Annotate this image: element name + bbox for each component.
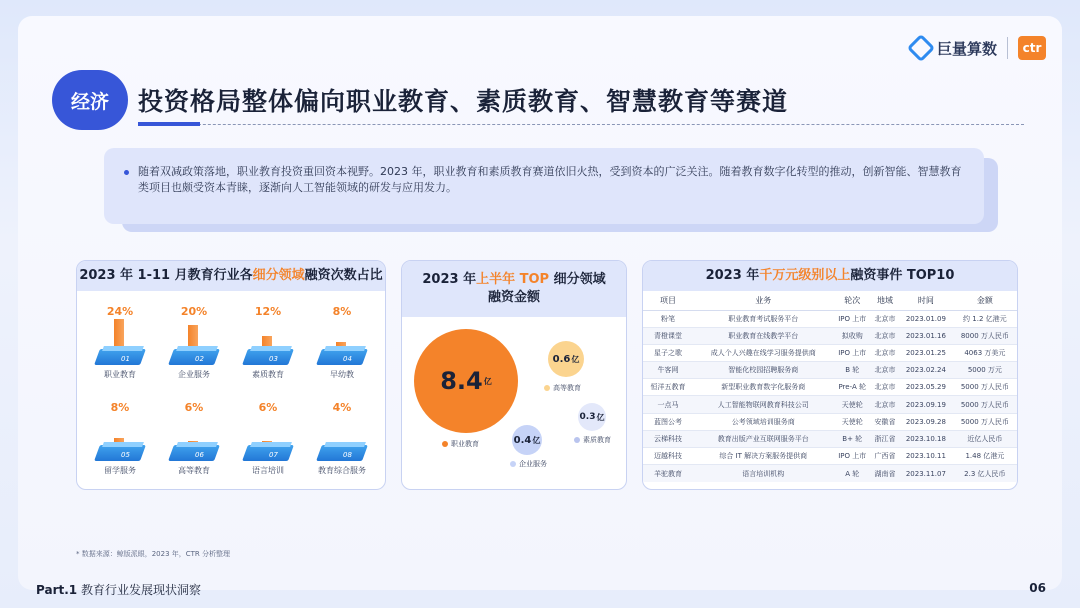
table-cell: 2023.09.28 xyxy=(899,413,953,430)
book-graphic xyxy=(233,415,303,461)
bubble-legend xyxy=(574,435,611,445)
title-part: 2023 年 1-11 月教育行业各 xyxy=(79,268,253,283)
table-header-row xyxy=(643,291,1017,310)
legend-label: 企业服务 xyxy=(519,460,547,468)
book-label: 早幼教 xyxy=(330,370,354,379)
bubble-legend xyxy=(510,459,547,469)
table-cell: 拟收购 xyxy=(833,327,871,344)
book-icon xyxy=(94,445,146,461)
title-part: 融资事件 TOP10 xyxy=(850,268,955,283)
table-cell: 一点马 xyxy=(643,396,693,413)
book-icon xyxy=(242,349,294,365)
book-top xyxy=(102,442,144,447)
table-cell: 语言培训机构 xyxy=(693,465,833,482)
bubble-素质教育 xyxy=(578,403,606,431)
book-icon xyxy=(242,445,294,461)
table-cell: 成人个人兴趣在线学习服务提供商 xyxy=(693,344,833,361)
table-cell: 恒洋五教育 xyxy=(643,379,693,396)
table-cell: 5000 万人民币 xyxy=(953,396,1017,413)
table-cell: A 轮 xyxy=(833,465,871,482)
table-row xyxy=(643,448,1017,465)
table-cell: 2023.09.19 xyxy=(899,396,953,413)
title-highlight: 细分领域 xyxy=(252,268,305,283)
table-cell: 云梯科技 xyxy=(643,430,693,447)
title-highlight: 上半年 TOP xyxy=(476,272,550,287)
book-label: 教育综合服务 xyxy=(318,466,366,475)
footer-section xyxy=(36,581,201,598)
bubble-value: 0.4 xyxy=(513,434,532,446)
footer-part: Part.1 xyxy=(36,583,78,597)
title-part: 融资次数占比 xyxy=(304,268,383,283)
book-graphic xyxy=(159,415,229,461)
table-body xyxy=(643,310,1017,482)
title-accent xyxy=(138,122,200,126)
bubble-value: 8.4 xyxy=(440,367,483,395)
intro-text: 随着双减政策落地，职业教育投资重回资本视野。2023 年，职业教育和素质教育赛道依旧火热，受到资本的广泛关注。随着教育数字化转型的推动，创新智能、智慧教育类项目也颇受资本青睐，逐渐向人工智能领域的研发与应用发力。 xyxy=(104,148,984,224)
book-label: 高等教育 xyxy=(178,466,210,475)
book-pct: 24% xyxy=(106,305,134,318)
funding-share-card xyxy=(76,260,386,490)
bubble-chart xyxy=(402,317,626,490)
book-icons xyxy=(77,291,385,490)
book-icon xyxy=(316,349,368,365)
book-graphic xyxy=(307,319,377,365)
table-cell: IPO 上市 xyxy=(833,344,871,361)
table-cell: 2023.10.18 xyxy=(899,430,953,447)
table-cell: 近亿人民币 xyxy=(953,430,1017,447)
table-cell: 广西省 xyxy=(871,448,899,465)
table-cell: 1.48 亿港元 xyxy=(953,448,1017,465)
book-item xyxy=(307,305,377,380)
book-icon xyxy=(168,349,220,365)
table-cell: 湖南省 xyxy=(871,465,899,482)
table-cell: 羊驼教育 xyxy=(643,465,693,482)
table-cell: 粉笔 xyxy=(643,310,693,327)
table-row xyxy=(643,379,1017,396)
book-top xyxy=(250,442,292,447)
title-part: 2023 年 xyxy=(705,268,760,283)
table-cell: 2023.10.11 xyxy=(899,448,953,465)
table-cell: 2023.01.09 xyxy=(899,310,953,327)
book-label: 素质教育 xyxy=(252,370,284,379)
table-cell: IPO 上市 xyxy=(833,310,871,327)
book-pct: 4% xyxy=(332,401,352,414)
legend-label: 高等教育 xyxy=(553,384,581,392)
bubble-unit: 亿 xyxy=(483,376,492,386)
table-cell: 4063 万美元 xyxy=(953,344,1017,361)
table-cell: 牛客网 xyxy=(643,362,693,379)
table-cell: 北京市 xyxy=(871,396,899,413)
book-item xyxy=(307,401,377,476)
legend-label: 素质教育 xyxy=(583,436,611,444)
table-cell: B+ 轮 xyxy=(833,430,871,447)
bubble-unit: 亿 xyxy=(596,412,605,422)
table-cell: 青橙课堂 xyxy=(643,327,693,344)
column-header: 项目 xyxy=(643,291,693,310)
book-top xyxy=(324,346,366,351)
funding-table xyxy=(643,291,1017,482)
legend-label: 职业教育 xyxy=(451,440,479,448)
table-cell: IPO 上市 xyxy=(833,448,871,465)
book-graphic xyxy=(85,319,155,365)
table-row xyxy=(643,310,1017,327)
book-label: 语言培训 xyxy=(252,466,284,475)
book-label: 职业教育 xyxy=(104,370,136,379)
title-part: 2023 年 xyxy=(422,272,477,287)
table-cell: 北京市 xyxy=(871,362,899,379)
bubble-legend xyxy=(442,439,479,449)
juliang-logo xyxy=(911,38,997,59)
table-cell: 2023.02.24 xyxy=(899,362,953,379)
table-cell: Pre-A 轮 xyxy=(833,379,871,396)
title-part: 细分领域 xyxy=(549,272,606,287)
column-header: 金额 xyxy=(953,291,1017,310)
book-label: 留学服务 xyxy=(104,466,136,475)
table-row xyxy=(643,396,1017,413)
table-cell: 天使轮 xyxy=(833,413,871,430)
book-icon xyxy=(316,445,368,461)
table-row xyxy=(643,344,1017,361)
table-row xyxy=(643,362,1017,379)
bubble-企业服务 xyxy=(512,425,542,455)
book-graphic xyxy=(85,415,155,461)
table-cell: 2023.01.25 xyxy=(899,344,953,361)
book-label: 企业服务 xyxy=(178,370,210,379)
book-number: 02 xyxy=(195,355,204,363)
book-icon xyxy=(94,349,146,365)
page-title: 投资格局整体偏向职业教育、素质教育、智慧教育等赛道 xyxy=(138,87,789,116)
book-top xyxy=(102,346,144,351)
book-item xyxy=(233,401,303,476)
book-item xyxy=(233,305,303,380)
table-cell: 星子之歌 xyxy=(643,344,693,361)
column-header: 时间 xyxy=(899,291,953,310)
table-cell: 天使轮 xyxy=(833,396,871,413)
book-top xyxy=(250,346,292,351)
book-item xyxy=(85,305,155,380)
funding-amount-card xyxy=(401,260,627,490)
table-cell: 教育出版产业互联网服务平台 xyxy=(693,430,833,447)
legend-dot-icon xyxy=(544,385,550,391)
book-number: 05 xyxy=(121,451,130,459)
table-row xyxy=(643,413,1017,430)
book-pct: 6% xyxy=(184,401,204,414)
table-cell: 浙江省 xyxy=(871,430,899,447)
table-cell: 新型职业教育数字化服务商 xyxy=(693,379,833,396)
book-item xyxy=(159,305,229,380)
bubble-高等教育 xyxy=(548,341,584,377)
table-cell: 5000 万元 xyxy=(953,362,1017,379)
title-part: 融资金额 xyxy=(487,290,540,305)
card-title xyxy=(77,261,385,291)
book-top xyxy=(324,442,366,447)
book-icon xyxy=(168,445,220,461)
bubble-value: 0.3 xyxy=(579,412,596,422)
bubble-unit: 亿 xyxy=(532,435,541,445)
table-cell: 智能化校园招聘服务商 xyxy=(693,362,833,379)
column-header: 轮次 xyxy=(833,291,871,310)
book-number: 06 xyxy=(195,451,204,459)
logo-divider xyxy=(1007,37,1008,59)
book-number: 03 xyxy=(269,355,278,363)
title-divider xyxy=(138,124,1024,125)
table-cell: 5000 万人民币 xyxy=(953,413,1017,430)
table-cell: 北京市 xyxy=(871,344,899,361)
book-number: 07 xyxy=(269,451,278,459)
table-row xyxy=(643,465,1017,482)
table-cell: 迈越科技 xyxy=(643,448,693,465)
card-title xyxy=(643,261,1017,291)
table-cell: B 轮 xyxy=(833,362,871,379)
table-cell: 2023.01.16 xyxy=(899,327,953,344)
footer-section-title: 教育行业发展现状洞察 xyxy=(80,583,201,597)
table-cell: 5000 万人民币 xyxy=(953,379,1017,396)
table-cell: 8000 万人民币 xyxy=(953,327,1017,344)
book-graphic xyxy=(233,319,303,365)
book-item xyxy=(85,401,155,476)
book-item xyxy=(159,401,229,476)
table-cell: 安徽省 xyxy=(871,413,899,430)
book-graphic xyxy=(307,415,377,461)
book-number: 08 xyxy=(343,451,352,459)
top10-funding-card xyxy=(642,260,1018,490)
book-number: 01 xyxy=(121,355,130,363)
source-note: * 数据来源：鲸版派眼，2023 年，CTR 分析整理 xyxy=(76,550,231,558)
ctr-logo: ctr xyxy=(1018,36,1046,60)
table-cell: 北京市 xyxy=(871,310,899,327)
legend-dot-icon xyxy=(574,437,580,443)
table-cell: 人工智能物联网教育科技公司 xyxy=(693,396,833,413)
bubble-unit: 亿 xyxy=(571,354,580,364)
title-highlight: 千万元级别以上 xyxy=(759,268,851,283)
table-cell: 2.3 亿人民币 xyxy=(953,465,1017,482)
logos xyxy=(911,36,1046,60)
table-row xyxy=(643,327,1017,344)
book-pct: 6% xyxy=(258,401,278,414)
book-pct: 8% xyxy=(332,305,352,318)
bubble-value: 0.6 xyxy=(552,353,571,365)
table-cell: 约 1.2 亿港元 xyxy=(953,310,1017,327)
juliang-logo-text: 巨量算数 xyxy=(936,39,997,58)
bubble-职业教育 xyxy=(414,329,518,433)
book-pct: 20% xyxy=(180,305,208,318)
book-top xyxy=(176,442,218,447)
table-row xyxy=(643,430,1017,447)
book-pct: 12% xyxy=(254,305,282,318)
table-cell: 北京市 xyxy=(871,379,899,396)
table-cell: 蓝图公考 xyxy=(643,413,693,430)
bubble-legend xyxy=(544,383,581,393)
table-cell: 北京市 xyxy=(871,327,899,344)
table-cell: 综合 IT 解决方案服务提供商 xyxy=(693,448,833,465)
column-header: 业务 xyxy=(693,291,833,310)
book-number: 04 xyxy=(343,355,352,363)
legend-dot-icon xyxy=(510,461,516,467)
table-cell: 公考领域培训服务商 xyxy=(693,413,833,430)
book-pct: 8% xyxy=(110,401,130,414)
table-cell: 2023.11.07 xyxy=(899,465,953,482)
legend-dot-icon xyxy=(442,441,448,447)
juliang-logo-icon xyxy=(907,34,935,62)
column-header: 地域 xyxy=(871,291,899,310)
section-tag: 经济 xyxy=(52,70,128,130)
book-top xyxy=(176,346,218,351)
table-cell: 职业教育考试服务平台 xyxy=(693,310,833,327)
card-title xyxy=(402,261,626,317)
page-number: 06 xyxy=(1029,581,1046,595)
table-cell: 职业教育在线教学平台 xyxy=(693,327,833,344)
table-cell: 2023.05.29 xyxy=(899,379,953,396)
book-graphic xyxy=(159,319,229,365)
